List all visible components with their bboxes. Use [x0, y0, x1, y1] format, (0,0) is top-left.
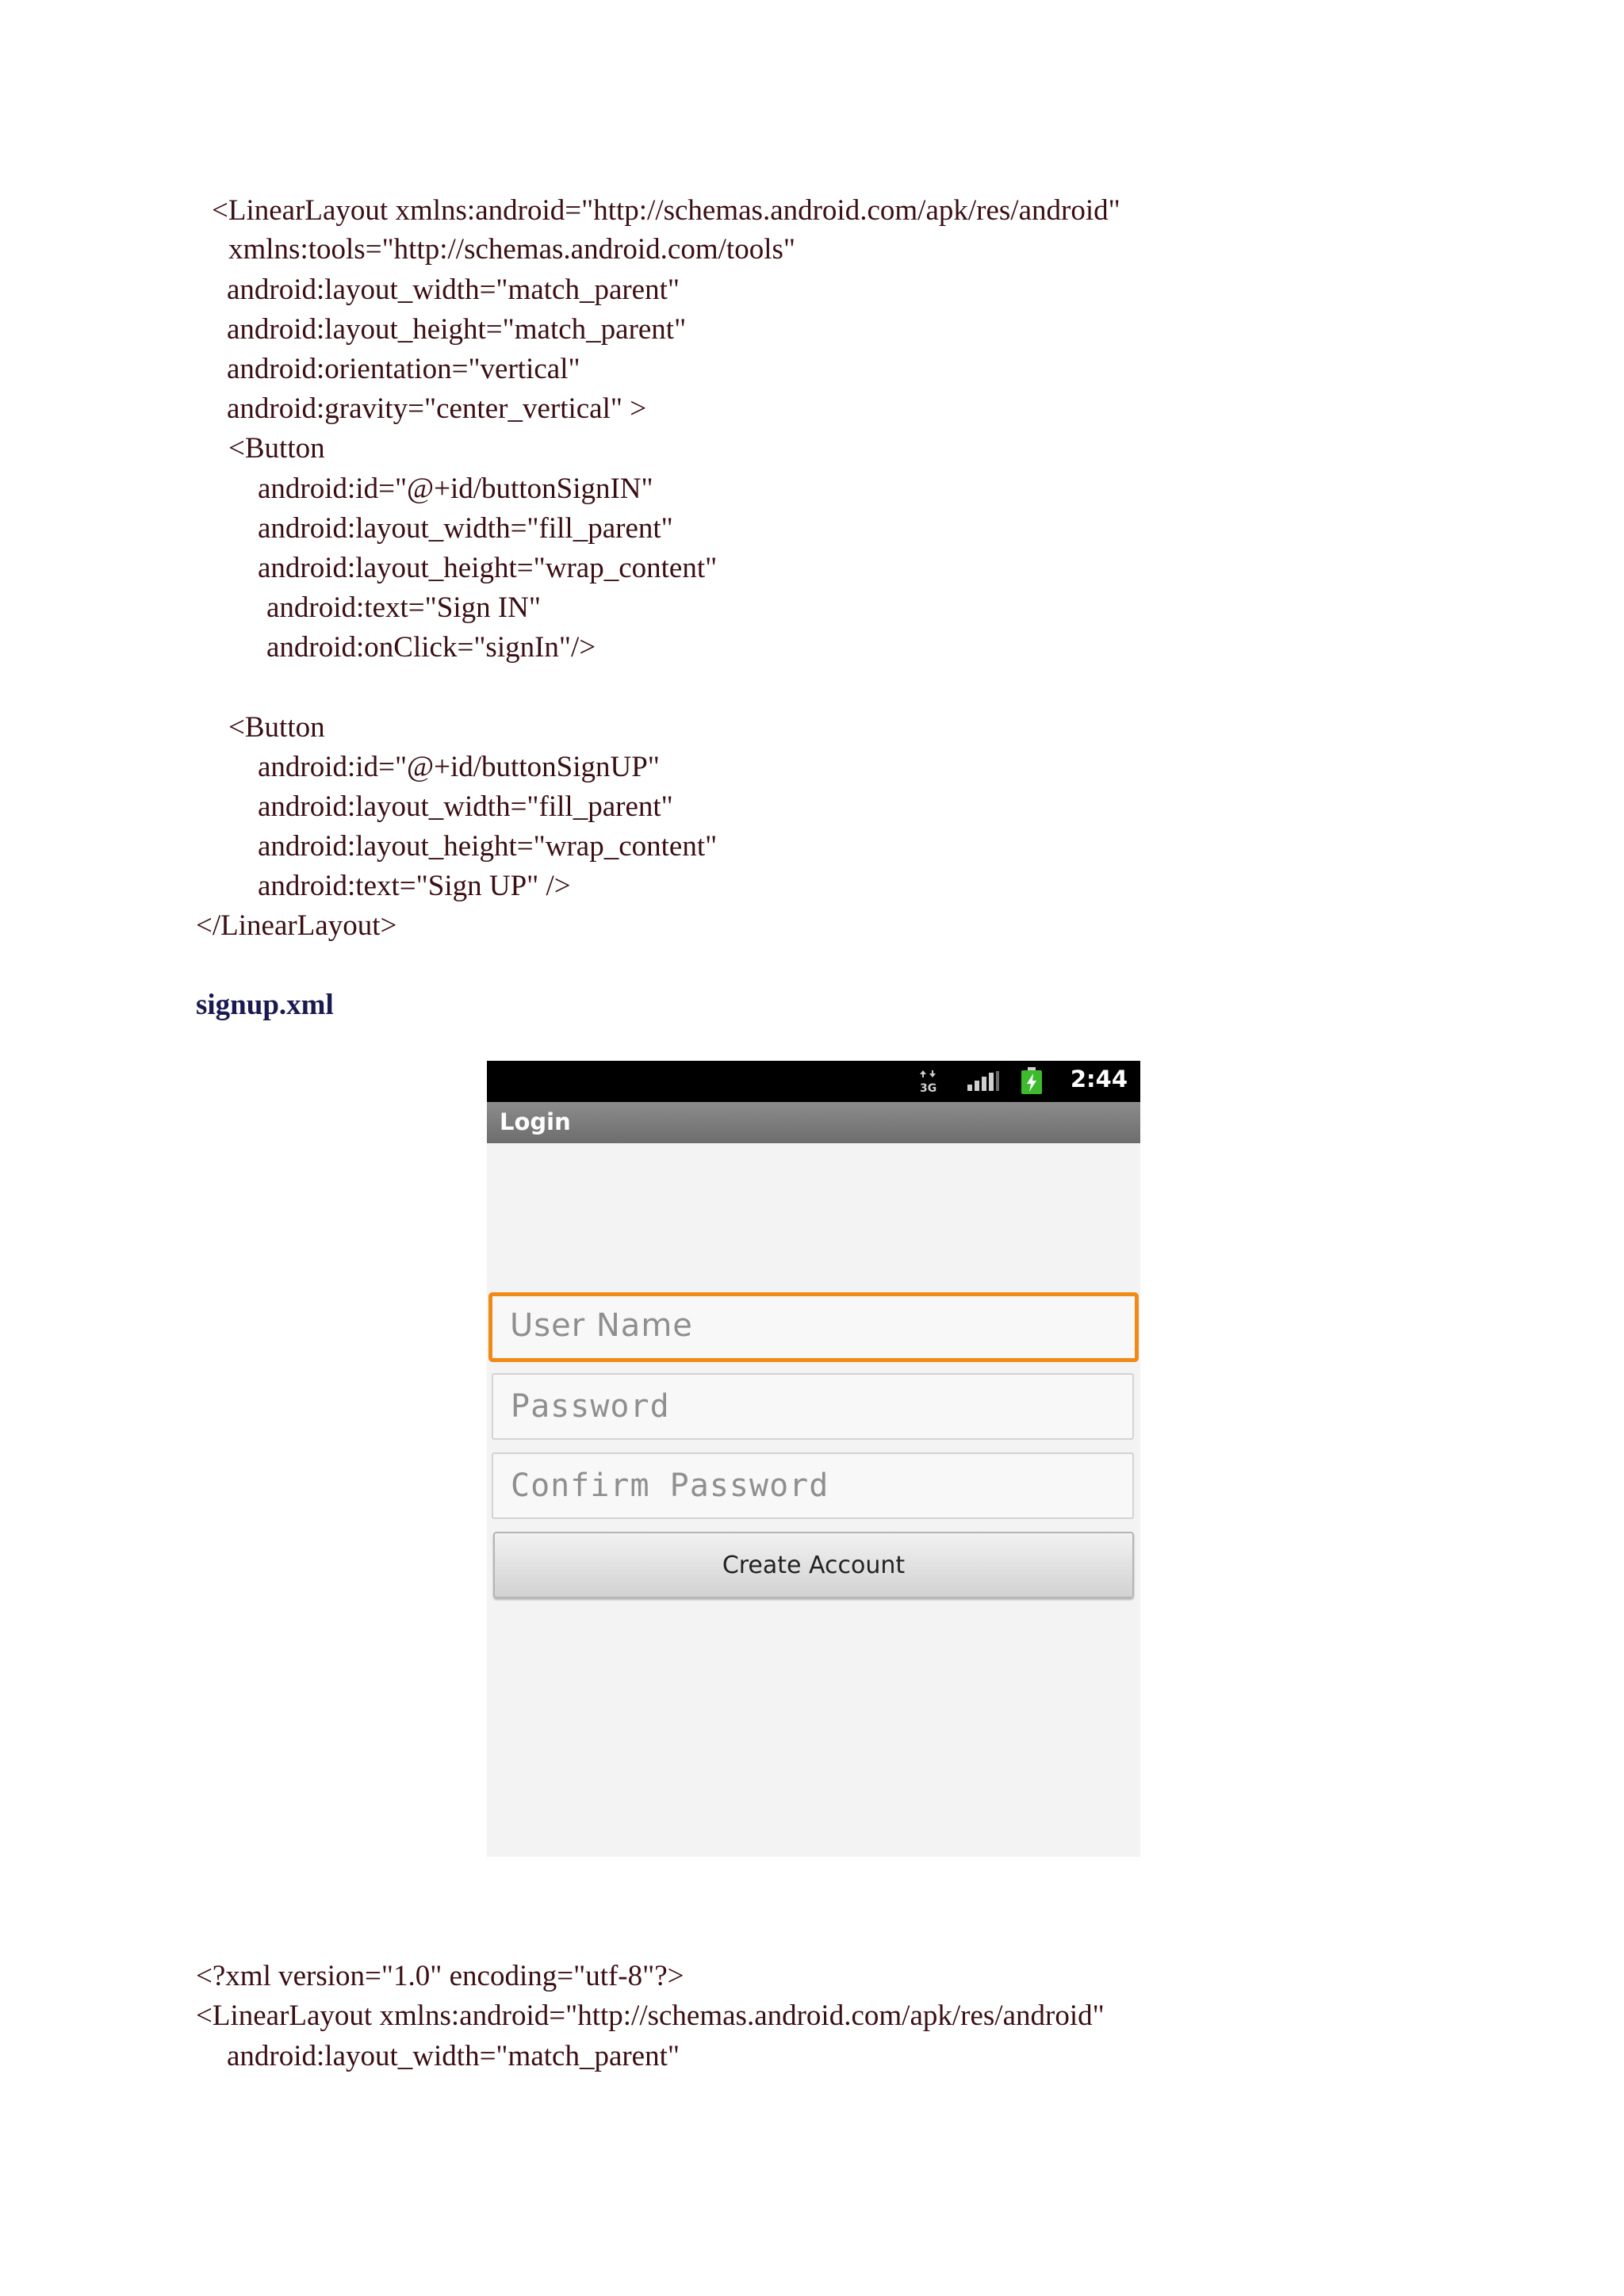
code-line: xmlns:tools="http://schemas.android.com/tools" [228, 233, 795, 266]
username-field[interactable] [488, 1292, 1139, 1362]
create-account-button[interactable]: Create Account [493, 1532, 1134, 1598]
app-title-bar [487, 1102, 1140, 1143]
code-line: android:layout_width="fill_parent" [258, 790, 673, 823]
code-line: <Button [228, 711, 325, 744]
section-heading: signup.xml [196, 989, 334, 1021]
code-line: <LinearLayout xmlns:android="http://schemas.android.com/apk/res/android" [196, 1999, 1105, 2032]
password-hint: Password [511, 1388, 670, 1425]
password-field[interactable] [492, 1373, 1134, 1440]
confirm-password-field[interactable] [492, 1452, 1134, 1519]
confirm-password-hint: Confirm Password [511, 1468, 829, 1504]
code-line: android:orientation="vertical" [227, 353, 580, 385]
code-line: android:layout_width="fill_parent" [258, 512, 673, 545]
app-title: Login [500, 1108, 571, 1135]
code-line: android:layout_height="wrap_content" [258, 552, 718, 584]
network-type-label: 3G [920, 1082, 937, 1094]
code-line: <LinearLayout xmlns:android="http://schemas.android.com/apk/res/android" [212, 194, 1120, 227]
code-line: android:layout_width="match_parent" [227, 274, 680, 306]
code-line: android:id="@+id/buttonSignUP" [258, 751, 660, 783]
code-line: <Button [228, 432, 325, 465]
code-line: android:text="Sign IN" [266, 591, 542, 624]
code-line: android:onClick="signIn"/> [266, 631, 596, 664]
battery-charging-icon [1020, 1067, 1044, 1100]
code-line: android:gravity="center_vertical" > [227, 392, 647, 425]
code-line: android:layout_width="match_parent" [227, 2040, 680, 2072]
code-line: </LinearLayout> [196, 909, 397, 942]
code-line: android:layout_height="wrap_content" [258, 830, 718, 863]
code-line: android:text="Sign UP" /> [258, 870, 571, 902]
signal-strength-icon [966, 1070, 1001, 1096]
phone-screenshot [487, 1061, 1140, 1857]
code-line: android:layout_height="match_parent" [227, 313, 687, 346]
network-3g-icon [918, 1069, 940, 1098]
code-line: android:id="@+id/buttonSignIN" [258, 473, 653, 505]
status-time: 2:44 [1070, 1066, 1128, 1093]
username-hint: User Name [510, 1307, 693, 1344]
code-line: <?xml version="1.0" encoding="utf-8"?> [196, 1960, 684, 1992]
status-bar [487, 1061, 1140, 1102]
